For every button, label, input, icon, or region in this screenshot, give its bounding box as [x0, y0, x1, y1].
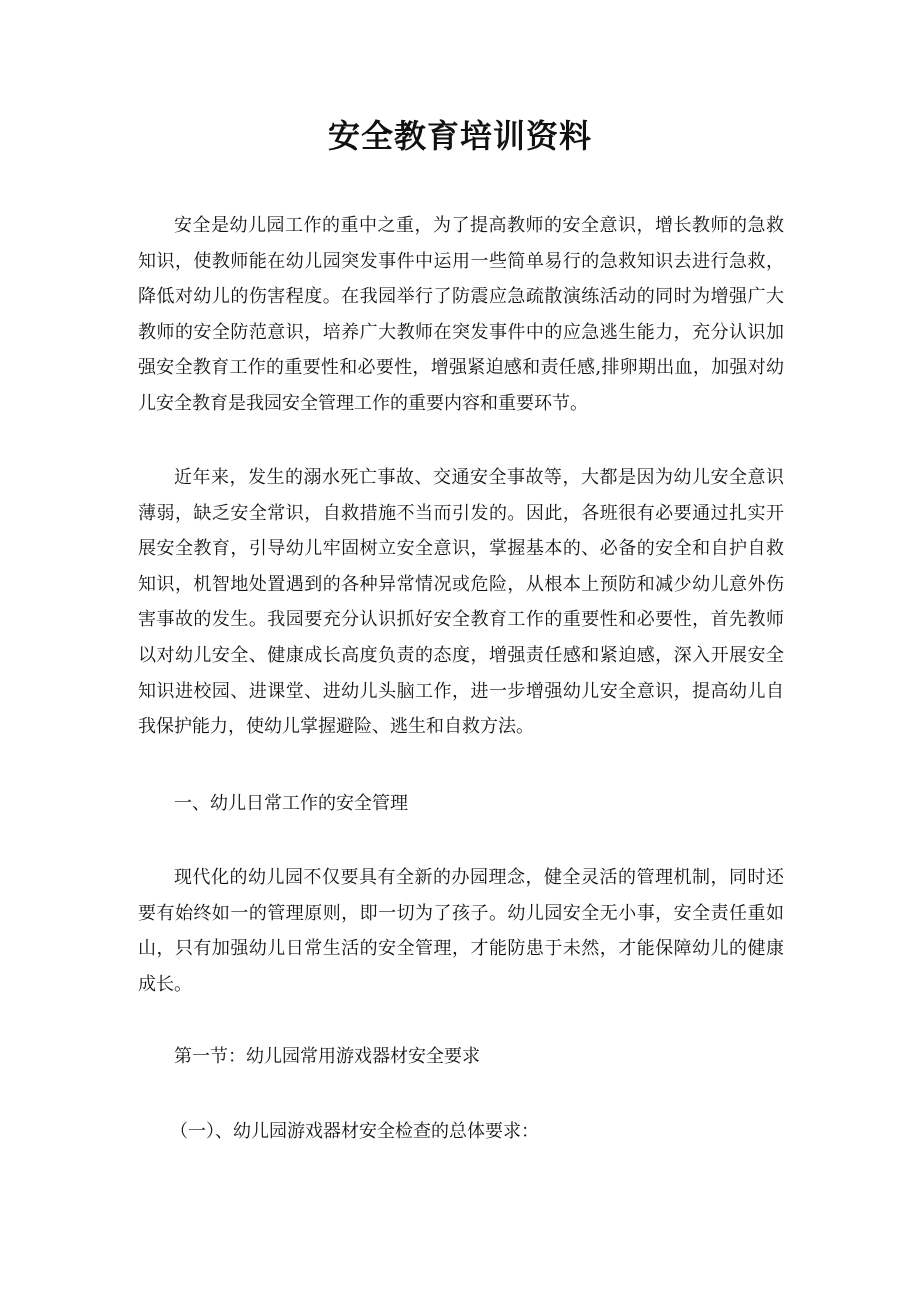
paragraph-modern-kindergarten: 现代化的幼儿园不仅要具有全新的办园理念，健全灵活的管理机制，同时还要有始终如一的管理原则，即一切为了孩子。幼儿园安全无小事，安全责任重如山，只有加强幼儿日常生活的安全管理，才能防患于未然，才能保障幼儿的健康成长。 [138, 867, 784, 995]
paragraph-accidents: 近年来，发生的溺水死亡事故、交通安全事故等，大都是因为幼儿安全意识薄弱，缺乏安全常识，自救措施不当而引发的。因此，各班很有必要通过扎实开展安全教育，引导幼儿牢固树立安全意识，掌握基本的、必备的安全和自护自救知识，机智地处置遇到的各种异常情况或危险，从根本上预防和减少幼儿意外伤害事故的发生。我园要充分认识抓好安全教育工作的重要性和必要性，首先教师以对幼儿安全、健康成长高度负责的态度，增强责任感和紧迫感，深入开展安全知识进校园、进课堂、进幼儿头脑工作，进一步增强幼儿安全意识，提高幼儿自我保护能力，使幼儿掌握避险、逃生和自救方法。 [138, 467, 784, 738]
heading-section-one: 一、幼儿日常工作的安全管理 [174, 793, 408, 814]
paragraph-intro: 安全是幼儿园工作的重中之重，为了提高教师的安全意识，增长教师的急救知识，使教师能在幼儿园突发事件中运用一些简单易行的急救知识去进行急救，降低对幼儿的伤害程度。在我园举行了防震应急疏散演练活动的同时为增强广大教师的安全防范意识，培养广大教师在突发事件中的应急逃生能力，充分认识加强安全教育工作的重要性和必要性，增强紧迫感和责任感,排卵期出血，加强对幼儿安全教育是我园安全管理工作的重要内容和重要环节。 [138, 215, 784, 414]
heading-subsection-one: （一）、幼儿园游戏器材安全检查的总体要求： [170, 1121, 539, 1142]
document-title: 安全教育培训资料 [327, 117, 592, 155]
heading-section-first: 第一节：幼儿园常用游戏器材安全要求 [174, 1046, 480, 1067]
